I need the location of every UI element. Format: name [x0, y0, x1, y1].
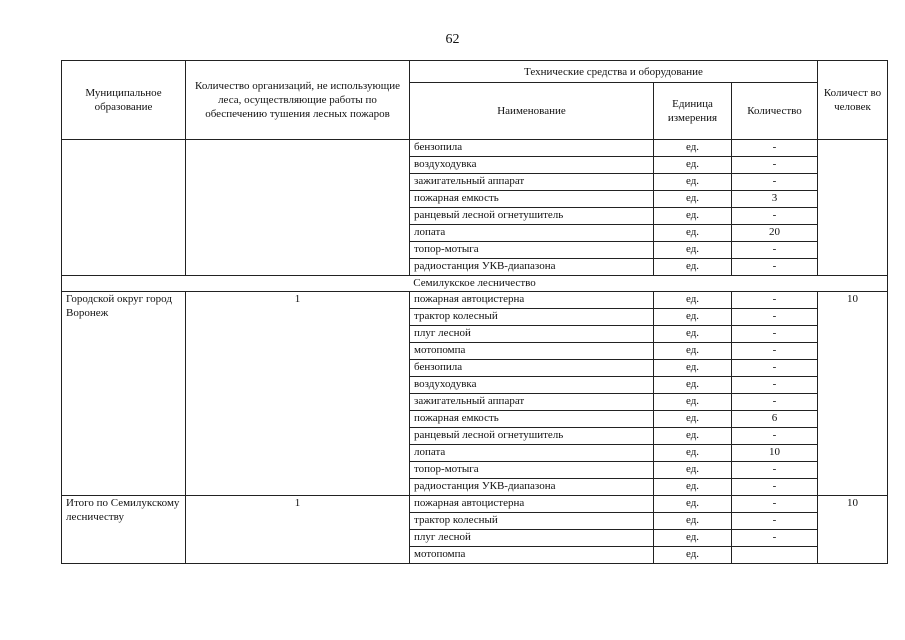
item-name-cell: трактор колесный — [410, 309, 654, 326]
item-unit-cell: ед. — [654, 157, 732, 174]
item-name-cell: пожарная автоцистерна — [410, 496, 654, 513]
item-name-cell: радиостанция УКВ-диапазона — [410, 479, 654, 496]
item-qty-cell: 6 — [732, 411, 818, 428]
item-qty-cell: - — [732, 530, 818, 547]
people-count-cell: 10 — [818, 496, 888, 564]
item-name-cell: плуг лесной — [410, 530, 654, 547]
table-row — [62, 140, 888, 157]
item-unit-cell: ед. — [654, 377, 732, 394]
orgs-count-cell: 1 — [186, 292, 410, 496]
item-unit-cell: ед. — [654, 343, 732, 360]
item-unit-cell: ед. — [654, 292, 732, 309]
item-qty-cell: - — [732, 428, 818, 445]
orgs-count-cell — [186, 140, 410, 276]
item-name-cell: пожарная емкость — [410, 411, 654, 428]
item-qty-cell: - — [732, 309, 818, 326]
item-name-cell: воздуходувка — [410, 377, 654, 394]
section-title: Семилукское лесничество — [62, 276, 888, 292]
table-body — [62, 140, 888, 564]
item-qty-cell: - — [732, 377, 818, 394]
page-number: 62 — [445, 32, 460, 47]
item-qty-cell: - — [732, 292, 818, 309]
item-qty-cell: - — [732, 462, 818, 479]
item-name-cell: мотопомпа — [410, 343, 654, 360]
item-name-cell: лопата — [410, 225, 654, 242]
item-unit-cell: ед. — [654, 462, 732, 479]
item-unit-cell: ед. — [654, 309, 732, 326]
item-qty-cell: - — [732, 259, 818, 276]
item-qty-cell: 3 — [732, 191, 818, 208]
orgs-count-cell: 1 — [186, 496, 410, 564]
item-name-cell: трактор колесный — [410, 513, 654, 530]
header-unit: Единица измерения — [654, 83, 732, 140]
item-name-cell: бензопила — [410, 140, 654, 157]
item-name-cell: воздуходувка — [410, 157, 654, 174]
item-qty-cell: - — [732, 496, 818, 513]
item-unit-cell: ед. — [654, 242, 732, 259]
item-name-cell: мотопомпа — [410, 547, 654, 564]
item-qty-cell: - — [732, 479, 818, 496]
item-qty-cell: - — [732, 242, 818, 259]
item-qty-cell: - — [732, 326, 818, 343]
item-unit-cell: ед. — [654, 428, 732, 445]
item-name-cell: ранцевый лесной огнетушитель — [410, 208, 654, 225]
header-qty: Количество — [732, 83, 818, 140]
item-name-cell: радиостанция УКВ-диапазона — [410, 259, 654, 276]
header-tech: Технические средства и оборудование — [410, 61, 818, 83]
item-qty-cell: - — [732, 157, 818, 174]
municipality-cell — [62, 140, 186, 276]
table-row — [62, 496, 888, 513]
item-name-cell: зажигательный аппарат — [410, 174, 654, 191]
item-unit-cell: ед. — [654, 445, 732, 462]
item-name-cell: пожарная емкость — [410, 191, 654, 208]
header-municipality: Муниципальное образование — [62, 61, 186, 140]
equipment-table — [61, 60, 888, 564]
item-name-cell: пожарная автоцистерна — [410, 292, 654, 309]
item-qty-cell: 20 — [732, 225, 818, 242]
item-unit-cell: ед. — [654, 225, 732, 242]
item-name-cell: плуг лесной — [410, 326, 654, 343]
item-unit-cell: ед. — [654, 547, 732, 564]
header-orgs: Количество организаций, не использующие леса, осуществляющие работы по обеспечению тушения лесных пожаров — [186, 61, 410, 140]
header-people: Количест во человек — [818, 61, 888, 140]
item-unit-cell: ед. — [654, 259, 732, 276]
item-name-cell: лопата — [410, 445, 654, 462]
item-unit-cell: ед. — [654, 208, 732, 225]
item-unit-cell: ед. — [654, 411, 732, 428]
item-qty-cell: 10 — [732, 445, 818, 462]
item-unit-cell: ед. — [654, 326, 732, 343]
item-name-cell: топор-мотыга — [410, 242, 654, 259]
item-unit-cell: ед. — [654, 360, 732, 377]
item-qty-cell: - — [732, 174, 818, 191]
item-qty-cell: - — [732, 343, 818, 360]
header-name: Наименование — [410, 83, 654, 140]
item-qty-cell — [732, 547, 818, 564]
item-name-cell: ранцевый лесной огнетушитель — [410, 428, 654, 445]
municipality-cell: Итого по Семилукскому лесничеству — [62, 496, 186, 564]
section-row — [62, 276, 888, 292]
table-row — [62, 292, 888, 309]
item-name-cell: топор-мотыга — [410, 462, 654, 479]
item-qty-cell: - — [732, 394, 818, 411]
municipality-cell: Городской округ город Воронеж — [62, 292, 186, 496]
people-count-cell — [818, 140, 888, 276]
item-unit-cell: ед. — [654, 174, 732, 191]
item-name-cell: бензопила — [410, 360, 654, 377]
item-qty-cell: - — [732, 208, 818, 225]
item-unit-cell: ед. — [654, 479, 732, 496]
item-qty-cell: - — [732, 140, 818, 157]
item-name-cell: зажигательный аппарат — [410, 394, 654, 411]
item-unit-cell: ед. — [654, 394, 732, 411]
item-unit-cell: ед. — [654, 513, 732, 530]
item-qty-cell: - — [732, 360, 818, 377]
item-qty-cell: - — [732, 513, 818, 530]
people-count-cell: 10 — [818, 292, 888, 496]
item-unit-cell: ед. — [654, 140, 732, 157]
item-unit-cell: ед. — [654, 530, 732, 547]
item-unit-cell: ед. — [654, 191, 732, 208]
item-unit-cell: ед. — [654, 496, 732, 513]
